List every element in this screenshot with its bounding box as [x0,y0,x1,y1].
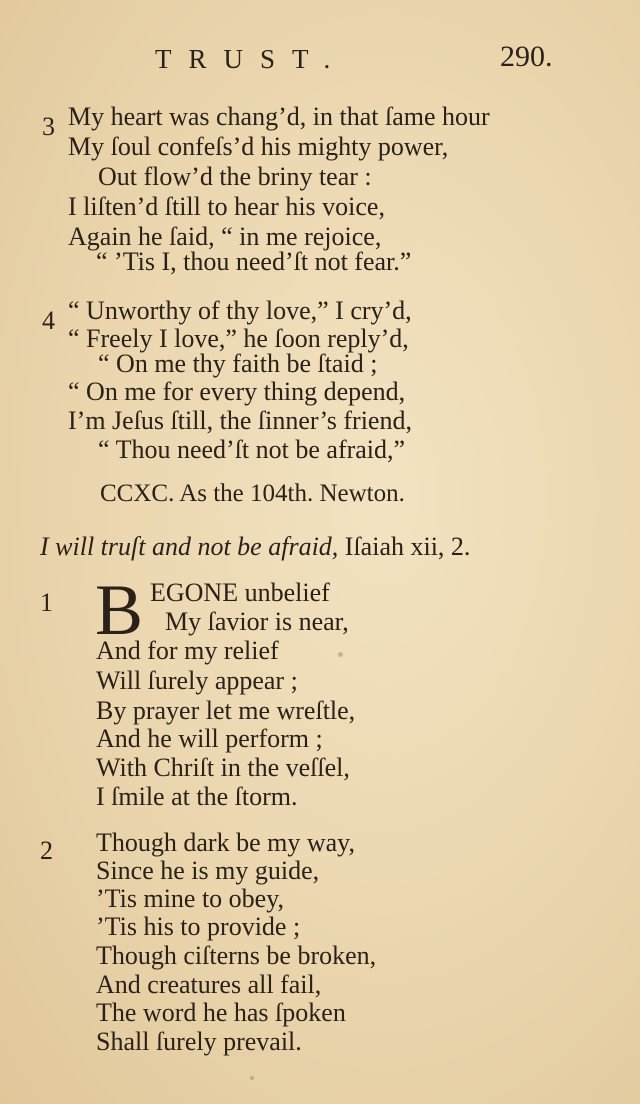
paper-speck [338,652,343,657]
verse-line: My ſavior is near, [165,607,349,636]
stanza-number: 4 [42,306,55,335]
verse-line: Though ciſterns be broken, [96,941,377,970]
verse-line: My heart was chang’d, in that ſame hour [68,102,490,131]
drop-cap: B [95,570,144,650]
verse-line: And creatures all fail, [96,970,322,999]
verse-line: The word he has ſpoken [96,998,346,1027]
verse-line: I liſten’d ſtill to hear his voice, [68,192,385,221]
verse-line: “ Unworthy of thy love,” I cry’d, [68,296,412,325]
verse-line: “ Thou need’ſt not be afraid,” [98,435,406,464]
epigraph-reference: Iſaiah xii, 2. [338,532,471,561]
epigraph-text: I will truſt and not be afraid, [40,532,339,561]
stanza-number: 2 [40,836,53,865]
verse-line: And he will perform ; [96,724,323,753]
verse-line: Though dark be my way, [96,828,355,857]
running-title: TRUST. [155,44,348,74]
stanza-number: 1 [40,588,53,617]
verse-line: “ Freely I love,” he ſoon reply’d, [68,324,409,353]
verse-line: Out flow’d the briny tear : [98,162,372,191]
page-number: 290. [500,40,553,73]
verse-line: I ſmile at the ſtorm. [96,782,298,811]
verse-line: EGONE unbelief [150,578,330,607]
verse-line: Will ſurely appear ; [96,666,298,695]
stanza-number: 3 [42,112,55,141]
verse-line: And for my relief [96,636,279,665]
verse-line: Shall ſurely prevail. [96,1027,302,1056]
verse-line: “ On me thy faith be ſtaid ; [98,349,378,378]
paper-speck [250,1076,254,1080]
verse-line: Since he is my guide, [96,856,320,885]
scripture-epigraph [40,532,470,562]
verse-line: Again he ſaid, “ in me rejoice, [68,222,382,251]
hymn-heading: CCXC. As the 104th. Newton. [100,480,405,507]
verse-line: I’m Jeſus ſtill, the ſinner’s friend, [68,406,412,435]
verse-line: With Chriſt in the veſſel, [96,753,350,782]
verse-line: ’Tis his to provide ; [96,912,301,941]
verse-line: By prayer let me wreſtle, [96,696,356,725]
verse-line: “ ’Tis I, thou need’ſt not fear.” [96,247,412,276]
verse-line: ’Tis mine to obey, [96,884,285,913]
verse-line: “ On me for every thing depend, [68,377,406,406]
verse-line: My ſoul confeſs’d his mighty power, [68,132,449,161]
